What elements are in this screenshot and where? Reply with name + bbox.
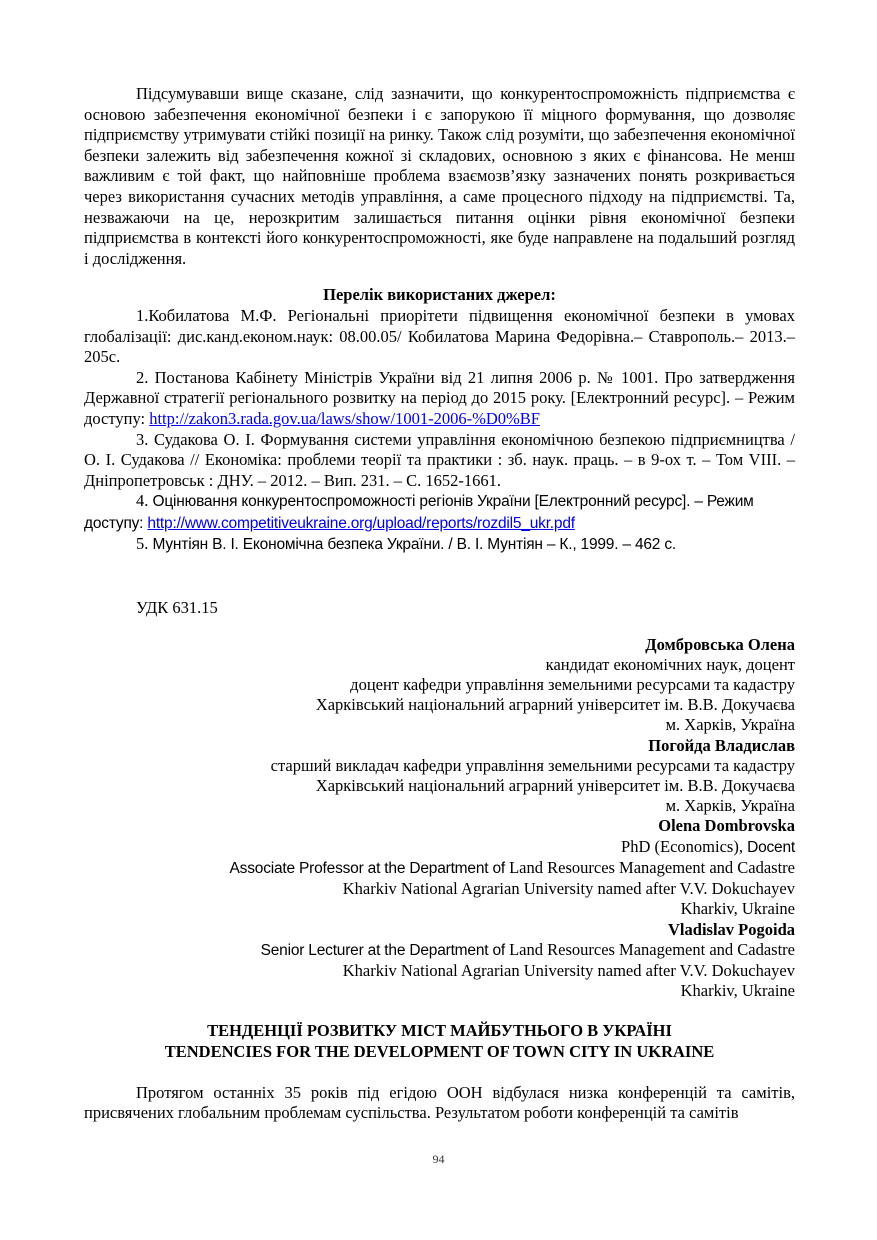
author2-en-university: Kharkiv National Agrarian University named after V.V. Dokuchayev — [342, 960, 795, 980]
author1-en-position-part2: Land Resources Management and Cadastre — [509, 857, 795, 877]
author1-en-degree-part1: PhD (Economics), — [621, 836, 748, 856]
reference-4-link[interactable]: http://www.competitiveukraine.org/upload/reports/rozdil5_ukr.pdf — [147, 514, 575, 532]
references-list — [84, 306, 795, 556]
intro-paragraph: Підсумувавши вище сказане, слід зазначити, що конкурентоспроможність підприємства є основою забезпечення економічної безпеки і є запорукою її міцного формування, що дозволяє підприємству утримувати стійкі позиції на ринку. Також слід розуміти, що забезпечення економічної безпеки залежить від забезпечення кожної зі складових, основною з яких є фінансова. Не менш важливим є той факт, що найповніше проблема взаємозв’язку зазначених понять розкривається через використання сучасних методів управління, а саме процесного підходу на підприємстві. Та, незважаючи на це, нерозкритим залишається питання оцінки рівня економічної безпеки підприємства в контексті його конкурентоспроможності, яке буде направлене на подальший розгляд і дослідження. — [84, 84, 795, 268]
author2-ua-name: Погойда Владислав — [648, 735, 795, 755]
author-block — [84, 635, 795, 1002]
author1-en-position — [84, 858, 795, 879]
author2-en-position-part1: Senior Lecturer at the Department of — [260, 941, 510, 959]
author2-ua-position: старший викладач кафедри управління земельними ресурсами та кадастру — [270, 755, 795, 775]
references-heading: Перелік використаних джерел: — [323, 285, 556, 305]
author2-ua-city: м. Харків, Україна — [665, 796, 795, 816]
author1-en-name: Olena Dombrovska — [658, 816, 795, 836]
author1-ua-name: Домбровська Олена — [645, 634, 795, 654]
reference-1: 1.Кобилатова М.Ф. Регіональні приорітети підвищення економічної безпеки в умовах глобалізації: дис.канд.економ.наук: 08.00.05/ Кобилатова Марина Федорівна.– Ставрополь.– 2013.–205с. — [84, 305, 795, 367]
article-title-ua: ТЕНДЕНЦІЇ РОЗВИТКУ МІСТ МАЙБУТНЬОГО В УКРАЇНІ — [207, 1021, 672, 1041]
reference-5-text: Мунтіян В. І. Економічна безпека України. / В. І. Мунтіян – К., 1999. – 462 с. — [152, 536, 676, 554]
author1-en-city: Kharkiv, Ukraine — [680, 899, 795, 919]
udc-code: УДК 631.15 — [136, 598, 218, 618]
page-number: 94 — [432, 1152, 445, 1166]
author1-en-university: Kharkiv National Agrarian University named after V.V. Dokuchayev — [342, 879, 795, 899]
author2-en-position — [84, 940, 795, 961]
author2-en-name: Vladislav Pogoida — [668, 919, 795, 939]
author2-ua-university: Харківський національний аграрний університет ім. В.В. Докучаєва — [315, 776, 795, 796]
author1-en-degree — [84, 837, 795, 858]
author1-ua-university: Харківський національний аграрний університет ім. В.В. Докучаєва — [315, 695, 795, 715]
author1-ua-position: доцент кафедри управління земельними ресурсами та кадастру — [350, 675, 795, 695]
author1-en-degree-part2: Docent — [747, 838, 795, 856]
reference-4-text: Оцінювання конкурентоспроможності регіонів України [Електронний ресурс]. – Режим доступу: — [84, 493, 754, 532]
author1-ua-degree: кандидат економічних наук, доцент — [545, 654, 795, 674]
reference-2-text: 2. Постанова Кабінету Міністрів України від 21 липня 2006 р. № 1001. Про затвердження Державної стратегії регіонального розвитку на період до 2015 року. [Електронний ресурс]. – Режим доступу: — [84, 367, 795, 428]
reference-2 — [84, 368, 795, 430]
reference-4-number: 4. — [136, 491, 153, 511]
reference-2-link[interactable]: http://zakon3.rada.gov.ua/laws/show/1001-2006-%D0%BF — [149, 408, 540, 428]
author1-ua-city: м. Харків, Україна — [665, 715, 795, 735]
reference-5-number: 5. — [136, 534, 153, 554]
article-first-paragraph: Протягом останніх 35 років під егідою ООН відбулася низка конференцій та самітів, присвячених глобальним проблемам суспільства. Результатом роботи конференцій та самітів — [84, 1082, 795, 1123]
reference-4 — [84, 491, 795, 534]
author1-en-position-part1: Associate Professor at the Department of — [229, 859, 510, 877]
article-title-en: TENDENCIES FOR THE DEVELOPMENT OF TOWN CITY IN UKRAINE — [164, 1041, 715, 1061]
reference-5 — [84, 534, 795, 556]
document-page — [84, 84, 795, 1124]
author2-en-position-part2: Land Resources Management and Cadastre — [509, 939, 795, 959]
author2-en-city: Kharkiv, Ukraine — [680, 981, 795, 1001]
reference-3: 3. Судакова О. І. Формування системи управління економічною безпекою підприємництва / О. І. Судакова // Економіка: проблеми теорії та практики : зб. наук. праць. – в 9-ох т. – Том VIII. – Дніпропетровськ : ДНУ. – 2012. – Вип. 231. – С. 1652-1661. — [84, 429, 795, 490]
